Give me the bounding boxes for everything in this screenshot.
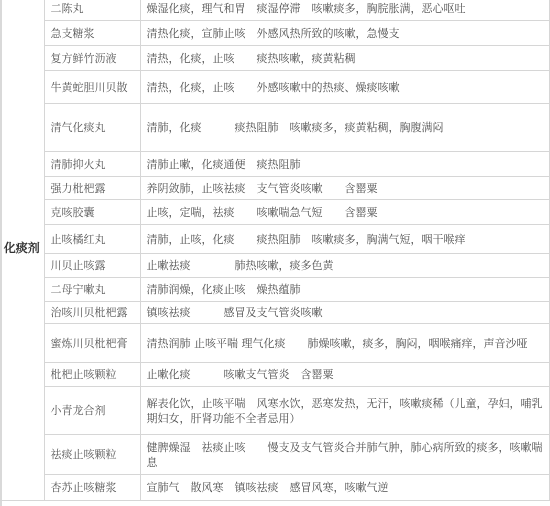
drug-description: 止咳，定喘，祛痰 咳嗽喘急气短 含罂粟 [140,200,550,225]
drug-description: 健脾燥湿 祛痰止咳 慢支及支气管炎合并肺气肿，肺心病所致的痰多，咳嗽喘息 [140,435,550,475]
drug-name: 二陈丸 [44,0,140,21]
drug-name: 祛痰止咳颗粒 [44,435,140,475]
drug-name: 二母宁嗽丸 [44,278,140,302]
table-row [0,200,550,225]
drug-name: 强力枇杷露 [44,177,140,200]
table-row [0,363,550,387]
table-row [0,71,550,104]
drug-description: 清热，化痰，止咳 痰热咳嗽，痰黄粘稠 [140,46,550,71]
drug-name: 清肺抑火丸 [44,152,140,177]
table-row [0,0,550,21]
table-row [0,278,550,302]
table-row [0,254,550,278]
drug-description: 清热化痰，宣肺止咳 外感风热所致的咳嗽，急慢支 [140,21,550,46]
drug-name: 蜜炼川贝枇杷膏 [44,324,140,363]
table-row [0,46,550,71]
drug-description: 燥湿化痰，理气和胃 痰湿停滞 咳嗽痰多，胸脘胀满，恶心呕吐 [140,0,550,21]
drug-description: 清肺，止咳，化痰 痰热阻肺 咳嗽痰多，胸满气短，咽干喉痒 [140,225,550,254]
drug-description: 清热润肺 止咳平喘 理气化痰 肺燥咳嗽，痰多，胸闷，咽喉痛痒，声音沙哑 [140,324,550,363]
drug-name: 清气化痰丸 [44,104,140,152]
drug-description: 清肺，化痰 痰热阻肺 咳嗽痰多，痰黄粘稠，胸腹满闷 [140,104,550,152]
table-row [0,104,550,152]
table-row [0,225,550,254]
drug-description: 止嗽祛痰 肺热咳嗽，痰多色黄 [140,254,550,278]
table-row [0,435,550,475]
table-row [0,302,550,324]
drug-name: 急支糖浆 [44,21,140,46]
drug-name: 枇杷止咳颗粒 [44,363,140,387]
category-cell: 化痰剂 [0,0,44,501]
drug-description: 解表化饮，止咳平喘 风寒水饮，恶寒发热，无汗，咳嗽痰稀（儿童，孕妇，哺乳期妇女，肝肾功能不全者忌用） [140,387,550,435]
drug-description: 养阴敛肺，止咳祛痰 支气管炎咳嗽 含罂粟 [140,177,550,200]
drug-name: 川贝止咳露 [44,254,140,278]
table-row [0,324,550,363]
table-row [0,475,550,501]
drug-name: 小青龙合剂 [44,387,140,435]
drug-name: 杏苏止咳糖浆 [44,475,140,501]
drug-description: 止嗽化痰 咳嗽支气管炎 含罂粟 [140,363,550,387]
drug-name: 治咳川贝枇杷露 [44,302,140,324]
drug-description: 清肺润燥，化痰止咳 燥热蕴肺 [140,278,550,302]
drug-name: 牛黄蛇胆川贝散 [44,71,140,104]
drug-name: 止咳橘红丸 [44,225,140,254]
table-row [0,177,550,200]
drug-name: 克咳胶囊 [44,200,140,225]
drug-description: 宣肺气 散风寒 镇咳祛痰 感冒风寒，咳嗽气逆 [140,475,550,501]
drug-description: 清热，化痰，止咳 外感咳嗽中的热痰、燥痰咳嗽 [140,71,550,104]
drug-description: 镇咳祛痰 感冒及支气管炎咳嗽 [140,302,550,324]
table-row [0,152,550,177]
drug-description: 清肺止嗽，化痰通便 痰热阻肺 [140,152,550,177]
table-row [0,21,550,46]
table-row [0,387,550,435]
drug-name: 复方鲜竹沥液 [44,46,140,71]
